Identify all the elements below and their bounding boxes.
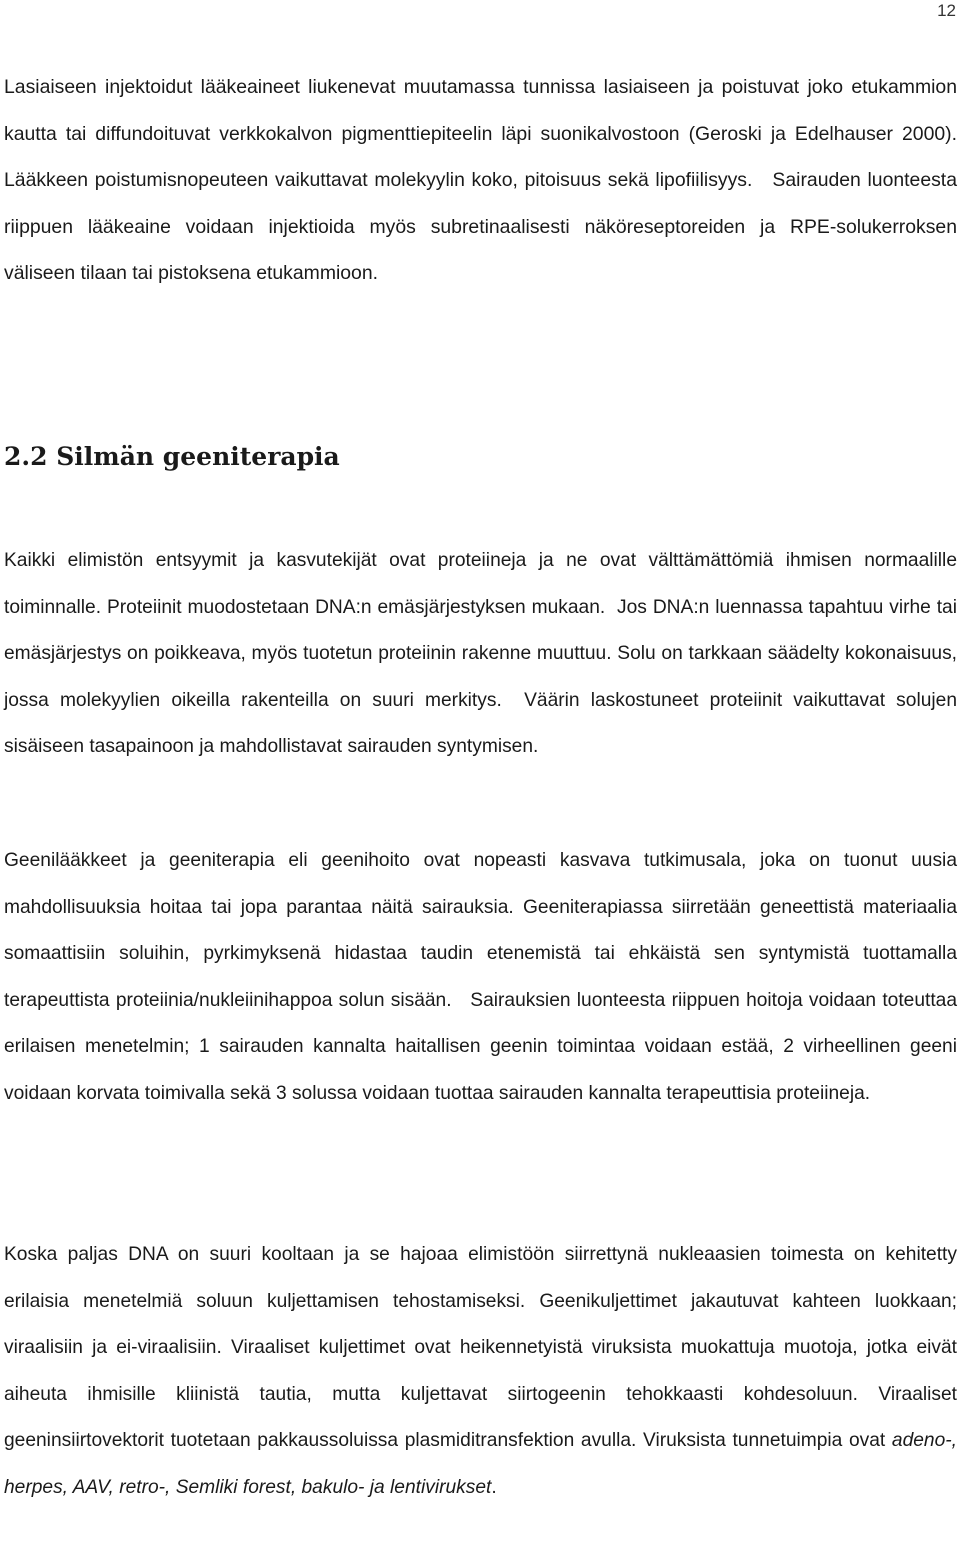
paragraph-1-sentence-2: Lääkkeen poistumisnopeuteen vaikuttavat molekyylin koko, pitoisuus sekä lipofiilisyys. xyxy=(4,169,753,192)
paragraph-2-sentence-3: Jos DNA:n luennassa tapahtuu virhe tai emäsjärjestys on poikkeava, myös tuotetun proteiinin rakenne muuttuu. xyxy=(4,596,957,665)
paragraph-4-sentence-2: Geenikuljettimet jakautuvat kahteen luokkaan; viraalisiin ja ei-viraalisiin. xyxy=(4,1290,957,1359)
paragraph-4-sentence-5-intro: Viruksista tunnetuimpia ovat xyxy=(643,1430,886,1452)
paragraph-4 xyxy=(4,1232,957,1512)
paragraph-2-sentence-2: Proteiinit muodostetaan DNA:n emäsjärjestyksen mukaan. xyxy=(106,596,606,618)
page-number: 12 xyxy=(937,1,956,20)
paragraph-3-text xyxy=(4,838,957,1118)
paragraph-1-sentence-1: Lasiaiseen injektoidut lääkeaineet liukenevat muutamassa tunnissa lasiaiseen ja poistuvat joko etukammion kautta tai diffundoituvat verkkokalvon pigmenttiepiteelin läpi suonikalvostoon (Geroski ja Edelhauser 2000). xyxy=(4,76,957,145)
paragraph-1-text xyxy=(4,64,957,297)
paragraph-1-sentence-3: Sairauden luonteesta riippuen lääkeaine voidaan injektioida myös subretinaalisesti näköreseptoreiden ja RPE-solukerroksen väliseen tilaan tai pistoksena etukammioon. xyxy=(4,169,957,285)
paragraph-2-sentence-4: Solu on tarkkaan säädelty kokonaisuus, jossa molekyylien oikeilla rakenteilla on suuri merkitys. xyxy=(4,643,958,711)
paragraph-4-sentence-3: Viraaliset kuljettimet ovat heikennetyistä viruksista muokattuja muotoja, jotka eivät aiheuta ihmisille kliinistä tautia, mutta kuljettavat siirtogeenin tehokkaasti kohdesoluun. xyxy=(4,1337,957,1405)
paragraph-2-sentence-5: Väärin laskostuneet proteiinit vaikuttavat solujen sisäiseen tasapainoon ja mahdollistavat sairauden syntymisen. xyxy=(4,689,957,758)
paragraph-4-sentence-1: Koska paljas DNA on suuri kooltaan ja se hajoaa elimistöön siirrettynä nukleaasien toimesta on kehitetty erilaisia menetelmiä soluun kuljettamisen tehostamiseksi. xyxy=(4,1244,957,1312)
paragraph-2-sentence-1: Kaikki elimistön entsyymit ja kasvutekijät ovat proteiineja ja ne ovat välttämättömiä ihmisen normaalille toiminnalle. xyxy=(4,550,957,618)
paragraph-4-sentence-5-end: . xyxy=(491,1476,497,1498)
section-heading: 2.2 Silmän geeniterapia xyxy=(4,442,340,471)
paragraph-3-sentence-2: Geeniterapiassa siirretään geneettistä materiaalia somaattisiin soluihin, pyrkimyksenä hidastaa taudin etenemistä tai ehkäistä sen syntymistä tuottamalla terapeuttista proteiinia/nukleiinihappoa solun sisään. xyxy=(4,896,957,1011)
virus-list-italic: adeno-, herpes, AAV, retro-, Semliki forest, bakulo- ja lentivirukset xyxy=(4,1430,957,1498)
paragraph-4-text xyxy=(4,1232,957,1512)
paragraph-3 xyxy=(4,838,957,1118)
paragraph-4-sentence-4: Viraaliset geeninsiirtovektorit tuotetaan pakkaussoluissa plasmiditransfektion avulla. xyxy=(4,1383,957,1452)
paragraph-3-sentence-1: Geenilääkkeet ja geeniterapia eli geenihoito ovat nopeasti kasvava tutkimusala, joka on tuonut uusia mahdollisuuksia hoitaa tai jopa parantaa näitä sairauksia. xyxy=(4,850,957,918)
paragraph-2 xyxy=(4,538,957,771)
paragraph-3-sentence-3: Sairauksien luonteesta riippuen hoitoja voidaan toteuttaa erilaisen menetelmin; 1 sairauden kannalta haitallisen geenin toimintaa voidaan estää, 2 virheellinen geeni voidaan korvata toimivalla sekä 3 solussa voidaan tuottaa sairauden kannalta terapeuttisia proteiineja. xyxy=(4,989,957,1104)
paragraph-1 xyxy=(4,64,957,297)
paragraph-2-text xyxy=(4,538,957,771)
